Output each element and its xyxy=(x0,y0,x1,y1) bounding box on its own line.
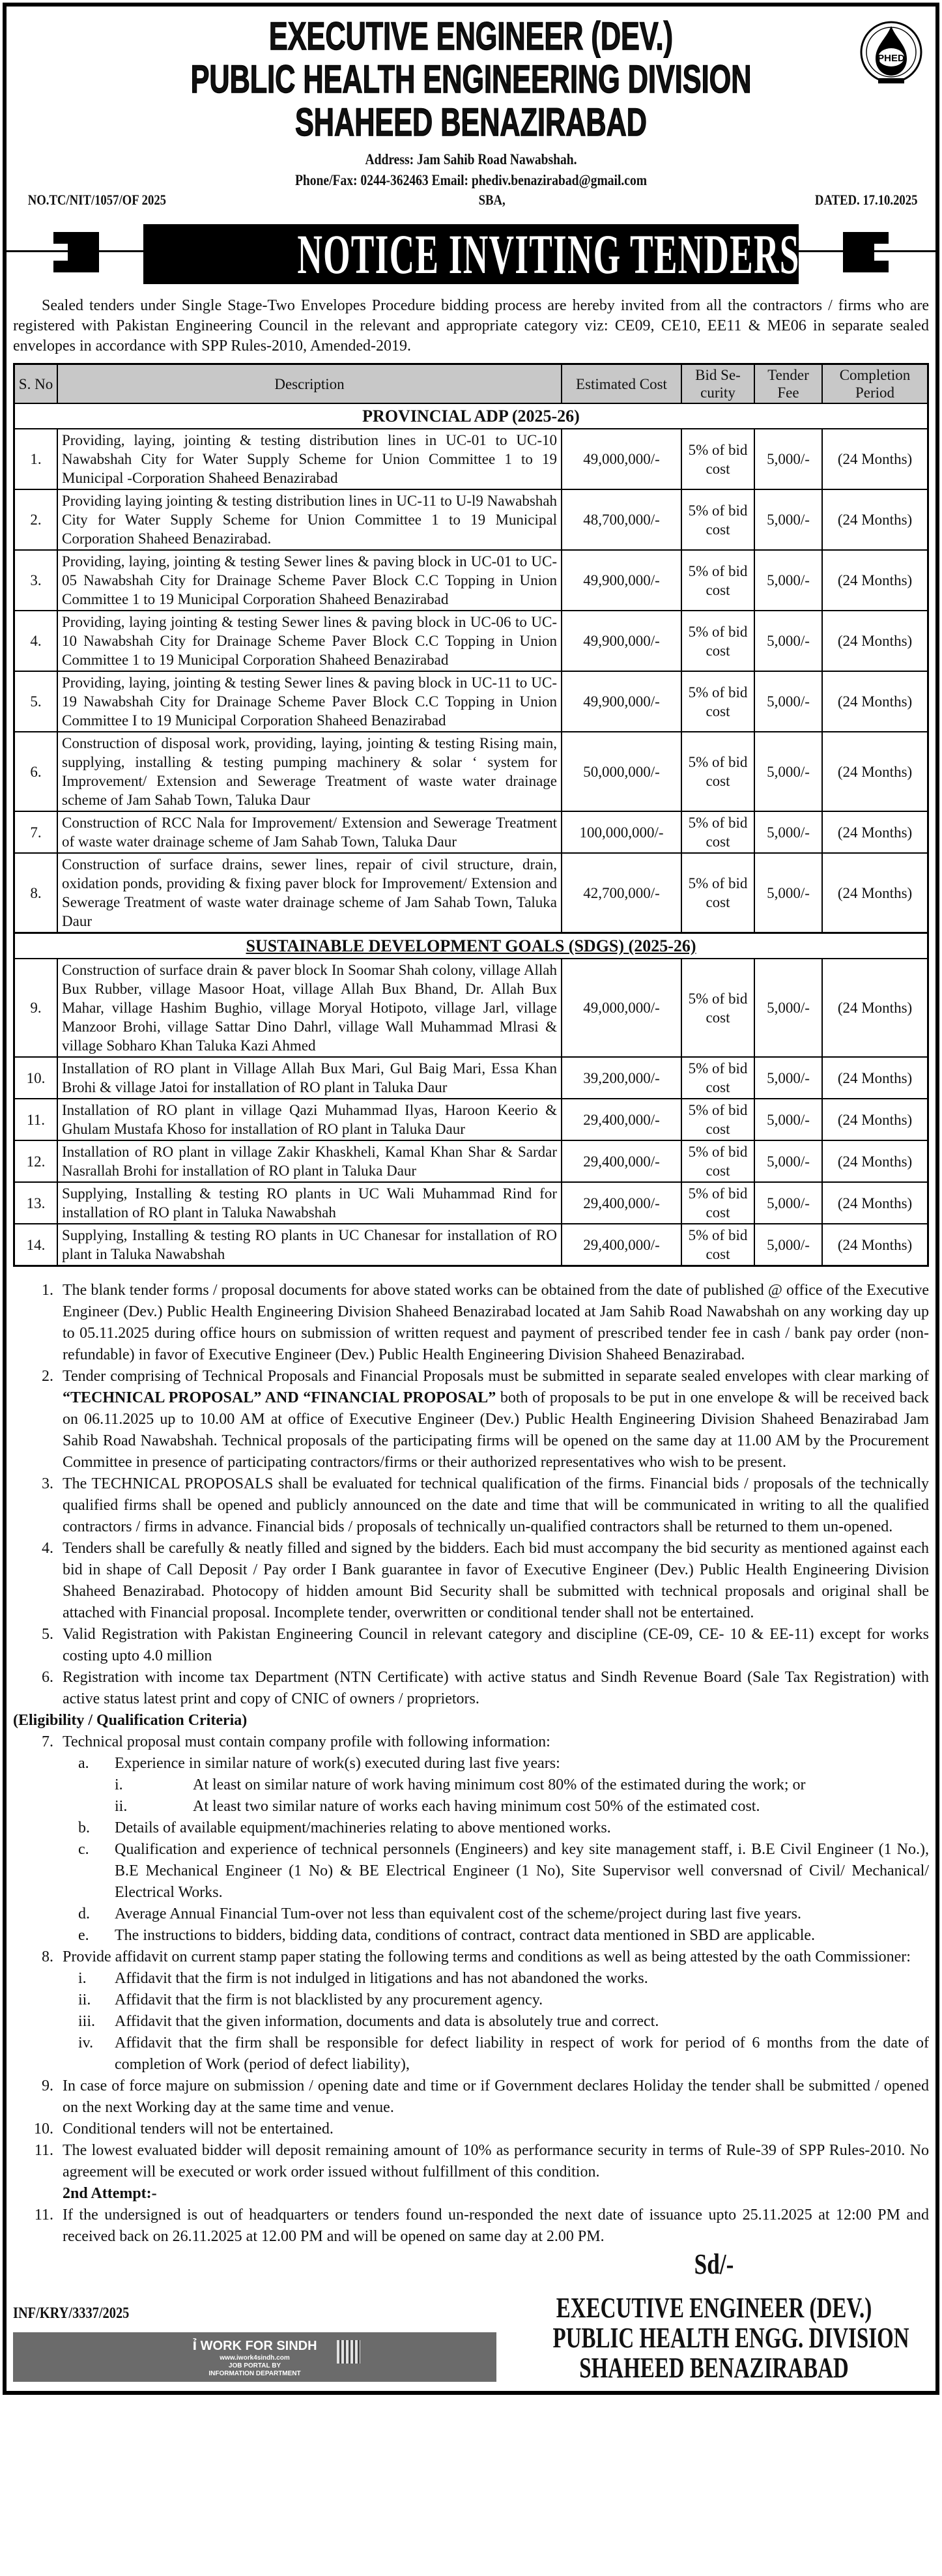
estimated-cost-cell: 49,900,000/- xyxy=(562,671,681,732)
sub-label: ii. xyxy=(115,1798,128,1815)
note-11-second-attempt xyxy=(13,2205,929,2248)
iwork-brand xyxy=(192,2336,317,2354)
description-cell: Installation of RO plant in village Qazi Muhammad Ilyas, Haroon Keerio & Ghulam Mustafa Khoso for installation of RO plant in Taluka Daur xyxy=(57,1099,562,1140)
completion-period-cell: (24 Months) xyxy=(822,429,928,489)
serial-number-cell: 1. xyxy=(14,429,58,489)
bid-security-cell: 5% of bid cost xyxy=(681,671,754,732)
note-8-iv xyxy=(13,2033,929,2076)
estimated-cost-cell: 50,000,000/- xyxy=(562,732,681,811)
description-cell: Construction of disposal work, providing, laying, jointing & testing Rising main, supplying, installing & testing pumping machinery & solar ‘ system for Improvement/ Extension and Sewerage Treatment of waste water drainage scheme of Jam Sahab Town, Taluka Daur xyxy=(57,732,562,811)
sub-label: e. xyxy=(78,1927,89,1944)
table-body xyxy=(14,403,928,1266)
table-row xyxy=(14,489,928,550)
estimated-cost-cell: 49,900,000/- xyxy=(562,611,681,671)
note-7a-i xyxy=(13,1774,929,1796)
note-8 xyxy=(13,1946,929,1968)
estimated-cost-cell: 29,400,000/- xyxy=(562,1140,681,1182)
note-7a-ii xyxy=(13,1796,929,1817)
serial-number-cell: 7. xyxy=(14,811,58,853)
note-9 xyxy=(13,2076,929,2119)
signature-sd: Sd/- xyxy=(694,2248,734,2280)
description-cell: Providing, laying, jointing & testing Sewer lines & paving block in UC-11 to UC-19 Nawabshah City for Drainage Scheme Paver Block C.C Topping in Union Committee I to 19 Municipal Corporation Shaheed Benazirabad xyxy=(57,671,562,732)
description-cell: Installation of RO plant in Village Allah Bux Mari, Gul Baig Mari, Essa Khan Brohi & village Jatoi for installation of RO plant in Taluka Daur xyxy=(57,1057,562,1099)
second-attempt-heading: 2nd Attempt:- xyxy=(63,2185,157,2202)
tender-fee-cell: 5,000/- xyxy=(754,1099,822,1140)
sub-text: Average Annual Financial Tum-over not less than equivalent cost of the scheme/project during last five years. xyxy=(115,1905,801,1922)
serial-number-cell: 11. xyxy=(14,1099,58,1140)
serial-number-cell: 14. xyxy=(14,1224,58,1266)
note-text: Registration with income tax Department (NTN Certificate) with active status and Sindh Revenue Board (Sale Tax Registration) with active status latest print and copy of CNIC of owners / proprietors. xyxy=(63,1669,929,1707)
completion-period-cell: (24 Months) xyxy=(822,853,928,933)
table-row xyxy=(14,1099,928,1140)
sub-text: Affidavit that the firm is not indulged in litigations and has not abandoned the works. xyxy=(115,1970,648,1987)
bid-security-cell: 5% of bid cost xyxy=(681,732,754,811)
inf-reference: INF/KRY/3337/2025 xyxy=(13,2305,130,2322)
description-cell: Construction of RCC Nala for Improvement/ Extension and Sewerage Treatment of waste water drainage scheme of Jam Sahab Town, Taluka Daur xyxy=(57,811,562,853)
note-7b xyxy=(13,1817,929,1839)
serial-number-cell: 2. xyxy=(14,489,58,550)
note-text: The lowest evaluated bidder will deposit remaining amount of 10% as performance security in terms of Rule-39 of SPP Rules-2010. No agreement will be executed or work order issued without fulfillment of this condition. xyxy=(63,2142,929,2180)
table-row xyxy=(14,732,928,811)
qr-code-icon[interactable] xyxy=(337,2340,360,2364)
section-title: PROVINCIAL ADP (2025-26) xyxy=(362,407,580,426)
notice-date: DATED. 17.10.2025 xyxy=(814,192,918,208)
tender-fee-cell: 5,000/- xyxy=(754,732,822,811)
estimated-cost-cell: 39,200,000/- xyxy=(562,1057,681,1099)
tender-fee-cell: 5,000/- xyxy=(754,489,822,550)
description-cell: Construction of surface drains, sewer lines, repair of civil structure, drain, oxidation ponds, providing & fixing paver block for Improvement/ Extension and Sewerage Treatment of waste water drainage scheme of Jam Sahab Town, Taluka Daur xyxy=(57,853,562,933)
logo-text: PHED xyxy=(878,53,905,64)
bid-security-cell: 5% of bid cost xyxy=(681,429,754,489)
note-10 xyxy=(13,2119,929,2140)
table-row xyxy=(14,550,928,611)
estimated-cost-cell: 49,000,000/- xyxy=(562,959,681,1057)
note-7a xyxy=(13,1753,929,1774)
bid-security-cell: 5% of bid cost xyxy=(681,550,754,611)
bid-security-cell: 5% of bid cost xyxy=(681,1182,754,1224)
bid-security-cell: 5% of bid cost xyxy=(681,1140,754,1182)
completion-period-cell: (24 Months) xyxy=(822,1182,928,1224)
tender-fee-cell: 5,000/- xyxy=(754,811,822,853)
sub-text: At least two similar nature of works each having minimum cost 50% of the estimated cost. xyxy=(193,1798,760,1815)
note-8-iii xyxy=(13,2011,929,2033)
description-cell: Providing, laying jointing & testing Sewer lines & paving block in UC-06 to UC-10 Nawabshah City for Drainage Scheme Paver Block C.C Topping in Union Committee 1 to 19 Municipal Corporation Shaheed Benazirabad xyxy=(57,611,562,671)
notice-footer xyxy=(13,2248,929,2384)
note-text: Valid Registration with Pakistan Engineering Council in relevant category and discipline (CE-09, CE- 10 & EE-11) except for works costing upto 4.0 million xyxy=(63,1626,929,1664)
signature-block xyxy=(499,2248,929,2384)
completion-period-cell: (24 Months) xyxy=(822,489,928,550)
note-7d xyxy=(13,1903,929,1925)
description-cell: Supplying, Installing & testing RO plants in UC Wali Muhammad Rind for installation of RO plant in Taluka Nawabshah xyxy=(57,1182,562,1224)
terms-and-conditions xyxy=(13,1280,929,2248)
note-text: Tenders shall be carefully & neatly filled and signed by the bidders. Each bid must accompany the bid security as mentioned against each bid in shape of Call Deposit / Pay order I Bank guarantee in favor of Executive Engineer (Dev.) Public Health Engineering Division Shaheed Benazirabad. Photocopy of hidden amount Bid Security shall be submitted with technical proposals and original shall be attached with Financial proposal. Incomplete tender, overwritten or conditional tender shall not be entertained. xyxy=(63,1540,929,1621)
note-1 xyxy=(13,1280,929,1366)
notice-banner xyxy=(13,215,929,287)
banner-ornament-right xyxy=(843,232,889,272)
tender-fee-cell: 5,000/- xyxy=(754,959,822,1057)
iwork-brand-text: WORK FOR SINDH xyxy=(200,2339,317,2353)
completion-period-cell: (24 Months) xyxy=(822,1140,928,1182)
note-text: The blank tender forms / proposal documents for above stated works can be obtained from the date of published @ office of the Executive Engineer (Dev.) Public Health Engineering Division Shaheed Benazirabad located at Jam Sahib Road Nawabshah on any working day up to 05.11.2025 during office hours on submission of written request and payment of prescribed tender fee in cash / bank pay order (non-refundable) in favor of Executive Engineer (Dev.) Public Health Engineering Division Shaheed Benazirabad. xyxy=(63,1282,929,1363)
sub-label: ii. xyxy=(78,1991,91,2008)
note-number: 1. xyxy=(42,1282,53,1299)
sub-label: iii. xyxy=(78,2013,96,2030)
signatory-title: EXECUTIVE ENGINEER (DEV.) xyxy=(556,2292,872,2324)
note-number: 4. xyxy=(42,1540,53,1557)
serial-number-cell: 5. xyxy=(14,671,58,732)
sub-text: Affidavit that the firm shall be responsible for defect liability in respect of work for period of 6 months from the date of completion of Work (period of defect liability), xyxy=(115,2034,929,2073)
table-row xyxy=(14,671,928,732)
i-logo-icon: ỉ xyxy=(192,2336,197,2354)
completion-period-cell: (24 Months) xyxy=(822,732,928,811)
bid-security-cell: 5% of bid cost xyxy=(681,1057,754,1099)
serial-number-cell: 4. xyxy=(14,611,58,671)
tender-fee-cell: 5,000/- xyxy=(754,429,822,489)
sub-label: a. xyxy=(78,1755,89,1772)
note-text: In case of force majure on submission / opening date and time or if Government declares Holiday the tender shall be submitted / opened on the next Working day at the same time and venue. xyxy=(63,2077,929,2116)
table-row xyxy=(14,429,928,489)
banner-title: NOTICE INVITING TENDERS xyxy=(297,223,800,285)
bid-security-cell: 5% of bid cost xyxy=(681,1224,754,1266)
description-cell: Construction of surface drain & paver block In Soomar Shah colony, village Allah Bux Rubber, village Masoor Hoat, village Allah Bux Bhand, Dr. Allah Bux Mahar, village Hashim Bughio, village Moryal Hotipoto, village Jarl, village Manzoor Brohi, village Sattar Dino Dahrl, village Wall Muhammad Mlrasi & village Sobharo Khan Taluka Kazi Ahmed xyxy=(57,959,562,1057)
address: Address: Jam Sahib Road Nawabshah. xyxy=(365,151,577,167)
section-title: SUSTAINABLE DEVELOPMENT GOALS (SDGS) (2025-26) xyxy=(246,936,696,955)
serial-number-cell: 12. xyxy=(14,1140,58,1182)
office-title: EXECUTIVE ENGINEER (DEV.) xyxy=(268,14,674,58)
serial-number-cell: 9. xyxy=(14,959,58,1057)
estimated-cost-cell: 42,700,000/- xyxy=(562,853,681,933)
section-title-cell xyxy=(14,403,928,429)
proposal-marking: “TECHNICAL PROPOSAL” AND “FINANCIAL PROPOSAL” xyxy=(63,1389,496,1406)
note-number: 2. xyxy=(42,1368,53,1385)
sub-label: d. xyxy=(78,1905,90,1922)
tender-fee-cell: 5,000/- xyxy=(754,550,822,611)
sub-label: b. xyxy=(78,1819,90,1836)
description-cell: Providing laying jointing & testing distribution lines in UC-11 to U-l9 Nawabshah City for Water Supply Scheme for Union Committee 1 to 19 Municipal Corporation Shaheed Benazirabad. xyxy=(57,489,562,550)
iwork-url[interactable]: www.iwork4sindh.com xyxy=(220,2354,290,2362)
table-section-row xyxy=(14,933,928,959)
bid-security-cell: 5% of bid cost xyxy=(681,489,754,550)
serial-number-cell: 13. xyxy=(14,1182,58,1224)
note-4 xyxy=(13,1538,929,1624)
phed-logo-icon xyxy=(859,18,924,90)
note-number: 6. xyxy=(42,1669,53,1686)
completion-period-cell: (24 Months) xyxy=(822,611,928,671)
sub-label: c. xyxy=(78,1841,89,1858)
note-number: 8. xyxy=(42,1948,53,1965)
estimated-cost-cell: 49,000,000/- xyxy=(562,429,681,489)
tender-fee-cell: 5,000/- xyxy=(754,1224,822,1266)
note-number: 5. xyxy=(42,1626,53,1643)
sub-text: Affidavit that the given information, documents and data is absolutely true and correct. xyxy=(115,2013,659,2030)
serial-number-cell: 8. xyxy=(14,853,58,933)
completion-period-cell: (24 Months) xyxy=(822,550,928,611)
sub-label: i. xyxy=(115,1776,123,1793)
intro-paragraph: Sealed tenders under Single Stage-Two Envelopes Procedure bidding process are hereby invited from all the contractors / firms who are registered with Pakistan Engineering Council in the relevant and appropriate category viz: CE09, CE10, EE11 & ME06 in separate sealed envelopes in accordance with SPP Rules-2010, Amended-2019. xyxy=(13,297,929,355)
completion-period-cell: (24 Months) xyxy=(822,959,928,1057)
section-title-cell xyxy=(14,933,928,959)
criteria-heading: (Eligibility / Qualification Criteria) xyxy=(13,1712,248,1729)
estimated-cost-cell: 29,400,000/- xyxy=(562,1224,681,1266)
note-number: 11. xyxy=(34,2142,53,2159)
bid-security-cell: 5% of bid cost xyxy=(681,811,754,853)
note-number: 11. xyxy=(34,2207,53,2223)
note-text: Technical proposal must contain company profile with following information: xyxy=(63,1733,550,1750)
sub-text: Qualification and experience of technical personnels (Engineers) and key site management staff, i. B.E Civil Engineer (1 No.), B.E Mechanical Engineer (1 No) & BE Electrical Engineer (1 No), Site Supervisor well conversnad of Civil/ Mechanical/ Electrical Works. xyxy=(115,1841,929,1901)
description-cell: Supplying, Installing & testing RO plants in UC Chanesar for installation of RO plant in Taluka Nawabshah xyxy=(57,1224,562,1266)
note-8-ii xyxy=(13,1990,929,2011)
tender-fee-cell: 5,000/- xyxy=(754,1182,822,1224)
note-text: Provide affidavit on current stamp paper stating the following terms and conditions as well as being attested by the oath Commissioner: xyxy=(63,1948,911,1965)
sub-text: Experience in similar nature of work(s) executed during last five years: xyxy=(115,1755,560,1772)
iwork-line2: INFORMATION DEPARTMENT xyxy=(208,2370,301,2377)
note-7 xyxy=(13,1731,929,1753)
table-row xyxy=(14,1224,928,1266)
note-text xyxy=(63,1366,929,1473)
sub-text: Details of available equipment/machineries relating to above mentioned works. xyxy=(115,1819,611,1836)
note-6 xyxy=(13,1667,929,1710)
table-header-row xyxy=(14,364,928,404)
description-cell: Providing, laying, jointing & testing Sewer lines & paving block in UC-01 to UC-05 Nawabshah City for Drainage Scheme Paver Block C.C Topping in Union Committee 1 to 19 Municipal Corporation Shaheed Benazirabad xyxy=(57,550,562,611)
col-completion-period: Completion Period xyxy=(822,364,928,404)
bid-security-cell: 5% of bid cost xyxy=(681,1099,754,1140)
description-cell: Installation of RO plant in village Zakir Khaskheli, Kamal Khan Shar & Sardar Nasrallah Brohi for installation of RO plant in Taluka Daur xyxy=(57,1140,562,1182)
note-number: 7. xyxy=(42,1733,53,1750)
iwork-for-sindh-banner[interactable] xyxy=(13,2332,496,2382)
sub-text: Affidavit that the firm is not blacklisted by any procurement agency. xyxy=(115,1991,543,2008)
tender-notice xyxy=(3,3,939,2395)
phone-email: Phone/Fax: 0244-362463 Email: phediv.benazirabad@gmail.com xyxy=(294,172,648,188)
note-8-i xyxy=(13,1968,929,1990)
completion-period-cell: (24 Months) xyxy=(822,671,928,732)
division-title: PUBLIC HEALTH ENGINEERING DIVISION xyxy=(190,57,752,101)
note-5 xyxy=(13,1624,929,1667)
reference-number: NO.TC/NIT/1057/OF 2025 xyxy=(27,192,167,208)
tender-fee-cell: 5,000/- xyxy=(754,1140,822,1182)
estimated-cost-cell: 100,000,000/- xyxy=(562,811,681,853)
tender-fee-cell: 5,000/- xyxy=(754,611,822,671)
estimated-cost-cell: 48,700,000/- xyxy=(562,489,681,550)
bid-security-cell: 5% of bid cost xyxy=(681,853,754,933)
table-row xyxy=(14,1140,928,1182)
bid-security-cell: 5% of bid cost xyxy=(681,611,754,671)
note-2 xyxy=(13,1366,929,1473)
completion-period-cell: (24 Months) xyxy=(822,1099,928,1140)
sub-label: i. xyxy=(78,1970,87,1987)
note-7e xyxy=(13,1925,929,1946)
sub-label: iv. xyxy=(78,2034,94,2051)
sub-text: The instructions to bidders, bidding data, conditions of contract, contract data mentioned in SBD are applicable. xyxy=(115,1927,816,1944)
col-estimated-cost: Estimated Cost xyxy=(562,364,681,404)
note-3 xyxy=(13,1473,929,1538)
estimated-cost-cell: 29,400,000/- xyxy=(562,1099,681,1140)
estimated-cost-cell: 49,900,000/- xyxy=(562,550,681,611)
completion-period-cell: (24 Months) xyxy=(822,811,928,853)
note-text: The TECHNICAL PROPOSALS shall be evaluated for technical qualification of the firms. Financial bids / proposals of the technically qualified firms shall be opened and publicly announced on the date and time that will be communicated in writing to all the qualified contractors / firms in advance. Financial bids / proposals of technically un-qualified contractors shall be returned to them un-opened. xyxy=(63,1475,929,1535)
col-description: Description xyxy=(57,364,562,404)
note-text: Conditional tenders will not be entertained. xyxy=(63,2120,334,2137)
banner-ornament-left xyxy=(53,232,99,272)
note-text-part: both of proposals to be put in one envelope & will be received back on 06.11.2025 up to 10.00 AM at office of Executive Engineer (Dev.) Public Health Engineering Division Shaheed Benazirabad Jam Sahib Road Nawabshah. Technical proposals of the participating firms will be opened on the same day at 11.00 AM by the Procurement Committee in presence of participating contractors/firms or their authorized representatives who wish to be present. xyxy=(63,1389,929,1471)
table-row xyxy=(14,611,928,671)
district-title: SHAHEED BENAZIRABAD xyxy=(294,100,648,144)
table-row xyxy=(14,1182,928,1224)
notice-header xyxy=(13,7,929,209)
col-sno: S. No xyxy=(14,364,58,404)
banner-box xyxy=(143,224,799,284)
serial-number-cell: 10. xyxy=(14,1057,58,1099)
signatory-district: SHAHEED BENAZIRABAD xyxy=(579,2352,849,2384)
description-cell: Providing, laying, jointing & testing distribution lines in UC-01 to UC-10 Nawabshah City for Water Supply Scheme for Union Committee 1 to 19 Municipal -Corporation Shaheed Benazirabad xyxy=(57,429,562,489)
place: SBA, xyxy=(478,192,506,208)
serial-number-cell: 3. xyxy=(14,550,58,611)
tenders-table xyxy=(13,363,929,1267)
bid-security-cell: 5% of bid cost xyxy=(681,959,754,1057)
completion-period-cell: (24 Months) xyxy=(822,1057,928,1099)
note-number: 3. xyxy=(42,1475,53,1492)
completion-period-cell: (24 Months) xyxy=(822,1224,928,1266)
note-number: 9. xyxy=(42,2077,53,2094)
tender-fee-cell: 5,000/- xyxy=(754,853,822,933)
table-row xyxy=(14,959,928,1057)
tender-fee-cell: 5,000/- xyxy=(754,1057,822,1099)
col-tender-fee: Tender Fee xyxy=(754,364,822,404)
note-text: If the undersigned is out of headquarters or tenders found un-responded the next date of issuance upto 25.11.2025 at 12:00 PM and received back on 26.11.2025 at 12.00 PM and will be opened on same day at 2.00 PM. xyxy=(63,2207,929,2245)
col-bid-security: Bid Se-curity xyxy=(681,364,754,404)
table-section-row xyxy=(14,403,928,429)
serial-number-cell: 6. xyxy=(14,732,58,811)
estimated-cost-cell: 29,400,000/- xyxy=(562,1182,681,1224)
table-row xyxy=(14,1057,928,1099)
note-11 xyxy=(13,2140,929,2183)
tender-fee-cell: 5,000/- xyxy=(754,671,822,732)
signatory-division: PUBLIC HEALTH ENGG. DIVISION xyxy=(552,2322,909,2354)
note-number: 10. xyxy=(34,2120,53,2137)
iwork-line1: JOB PORTAL BY xyxy=(228,2362,281,2369)
note-text-part: Tender comprising of Technical Proposals and Financial Proposals must be submitted in separate sealed envelopes with clear marking of xyxy=(63,1368,929,1385)
sub-text: At least on similar nature of work having minimum cost 80% of the estimated during the work; or xyxy=(193,1776,806,1793)
table-row xyxy=(14,811,928,853)
table-row xyxy=(14,853,928,933)
note-7c xyxy=(13,1839,929,1903)
reference-line xyxy=(13,192,929,209)
